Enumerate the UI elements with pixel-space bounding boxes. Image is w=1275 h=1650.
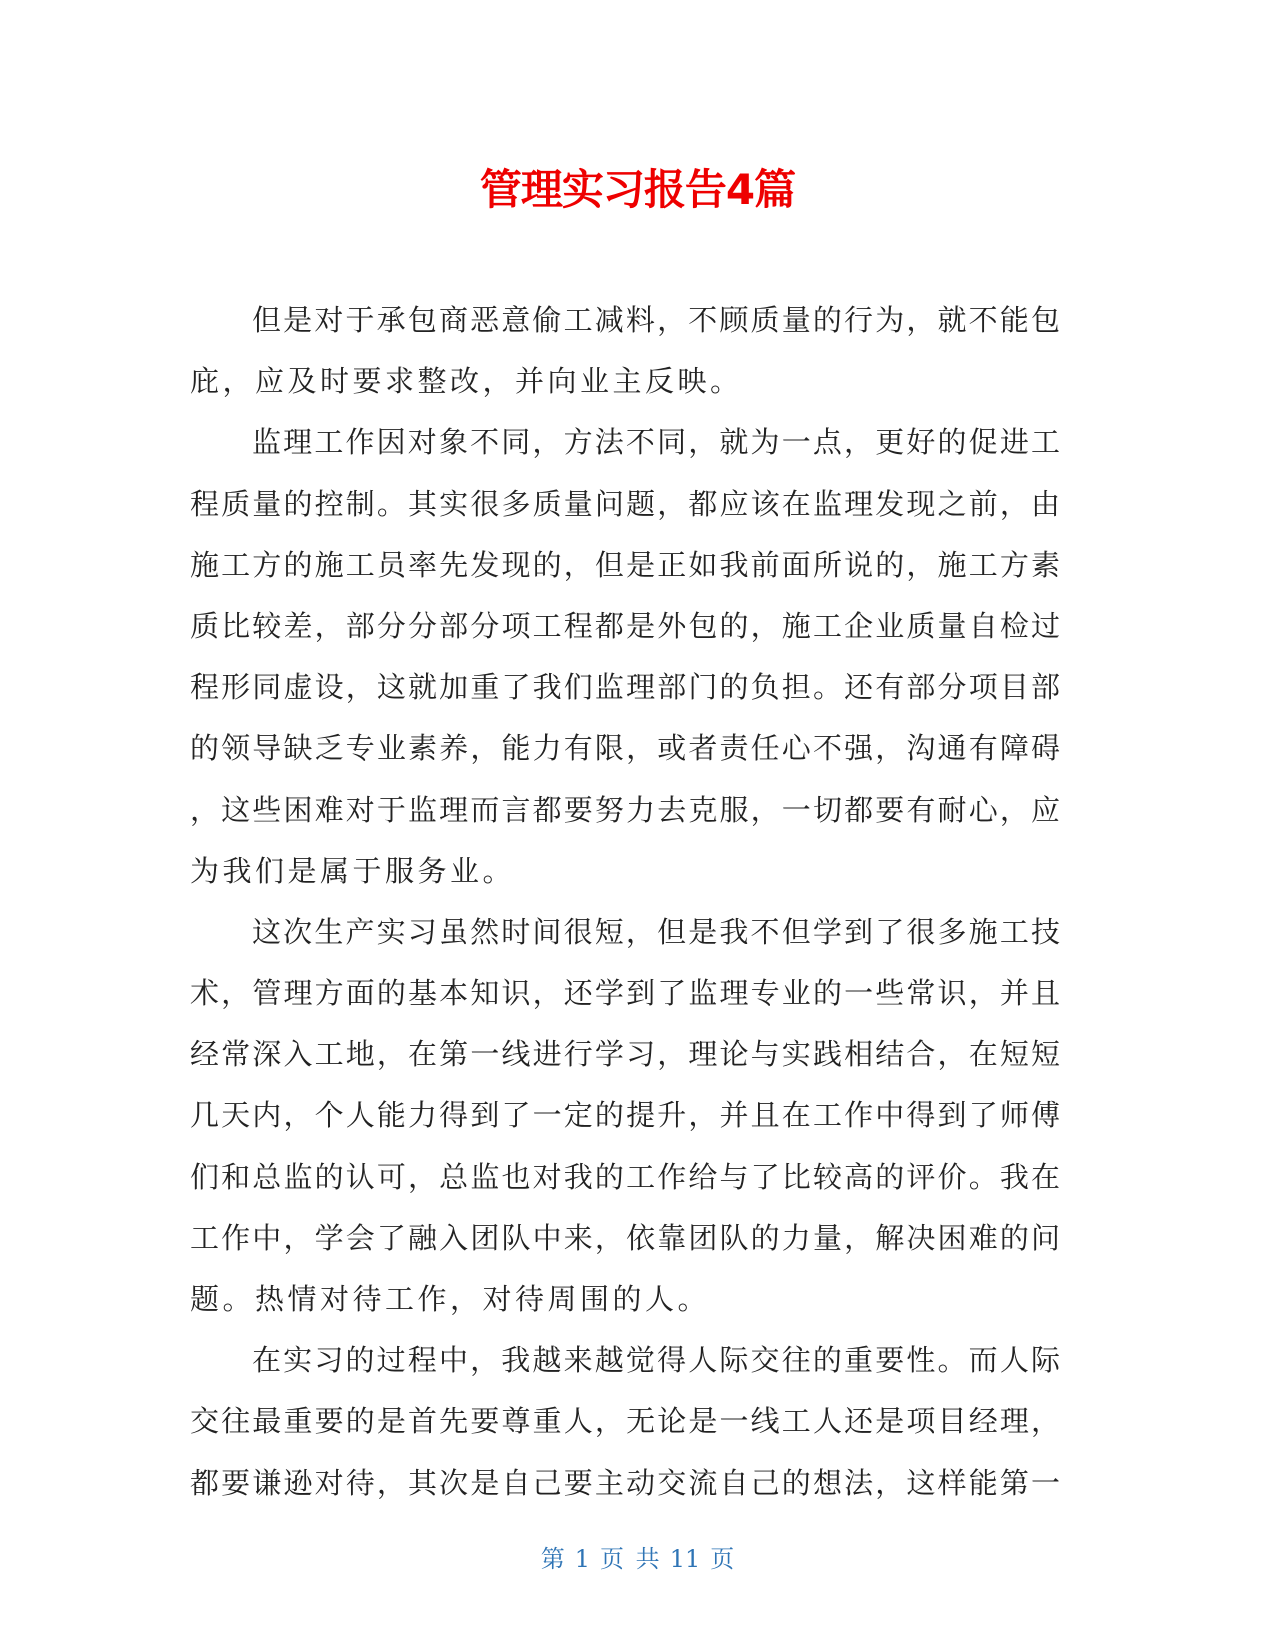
text-line: 程质量的控制。其实很多质量问题，都应该在监理发现之前，由 <box>190 486 1060 521</box>
text-line: 们和总监的认可，总监也对我的工作给与了比较高的评价。我在 <box>190 1159 1060 1194</box>
text-line: 但是对于承包商恶意偷工减料，不顾质量的行为，就不能包 <box>252 303 1060 337</box>
text-line: 在实习的过程中，我越来越觉得人际交往的重要性。而人际 <box>252 1343 1060 1378</box>
paragraph-3 <box>190 902 1060 1330</box>
text-line: 几天内，个人能力得到了一定的提升，并且在工作中得到了师傅 <box>190 1098 1060 1133</box>
text-line: 的领导缺乏专业素养，能力有限，或者责任心不强，沟通有障碍 <box>190 731 1060 766</box>
total-pages-number: 11 <box>669 1545 701 1573</box>
text-line: ，这些困难对于监理而言都要努力去克服，一切都要有耐心，应 <box>190 792 1060 827</box>
text-line: 质比较差，部分分部分项工程都是外包的，施工企业质量自检过 <box>190 608 1060 643</box>
paragraph-1 <box>190 290 1060 412</box>
document-body <box>190 290 1060 1514</box>
text-line: 术，管理方面的基本知识，还学到了监理专业的一些常识，并且 <box>190 976 1060 1011</box>
paragraph-4 <box>190 1330 1060 1514</box>
text-line: 为我们是属于服务业。 <box>190 853 516 888</box>
document-title: 管理实习报告4篇 <box>479 165 796 214</box>
footer-suffix: 页 <box>710 1545 735 1573</box>
text-line: 经常深入工地，在第一线进行学习，理论与实践相结合，在短短 <box>190 1037 1060 1072</box>
text-line: 都要谦逊对待，其次是自己要主动交流自己的想法，这样能第一 <box>190 1465 1060 1500</box>
text-line: 交往最重要的是首先要尊重人，无论是一线工人还是项目经理， <box>190 1404 1060 1439</box>
current-page-number: 1 <box>574 1545 591 1573</box>
paragraph-2 <box>190 412 1060 902</box>
text-line: 题。热情对待工作，对待周围的人。 <box>190 1282 711 1316</box>
text-line: 工作中，学会了融入团队中来，依靠团队的力量，解决困难的问 <box>190 1220 1060 1255</box>
text-line: 施工方的施工员率先发现的，但是正如我前面所说的，施工方素 <box>190 547 1060 582</box>
text-line: 监理工作因对象不同，方法不同，就为一点，更好的促进工 <box>252 425 1060 460</box>
footer-prefix: 第 <box>540 1545 565 1573</box>
footer-mid: 页 共 <box>600 1545 660 1573</box>
page-footer <box>0 1542 1275 1576</box>
text-line: 庇，应及时要求整改，并向业主反映。 <box>190 364 743 399</box>
text-line: 程形同虚设，这就加重了我们监理部门的负担。还有部分项目部 <box>190 670 1060 705</box>
text-line: 这次生产实习虽然时间很短，但是我不但学到了很多施工技 <box>252 914 1060 949</box>
